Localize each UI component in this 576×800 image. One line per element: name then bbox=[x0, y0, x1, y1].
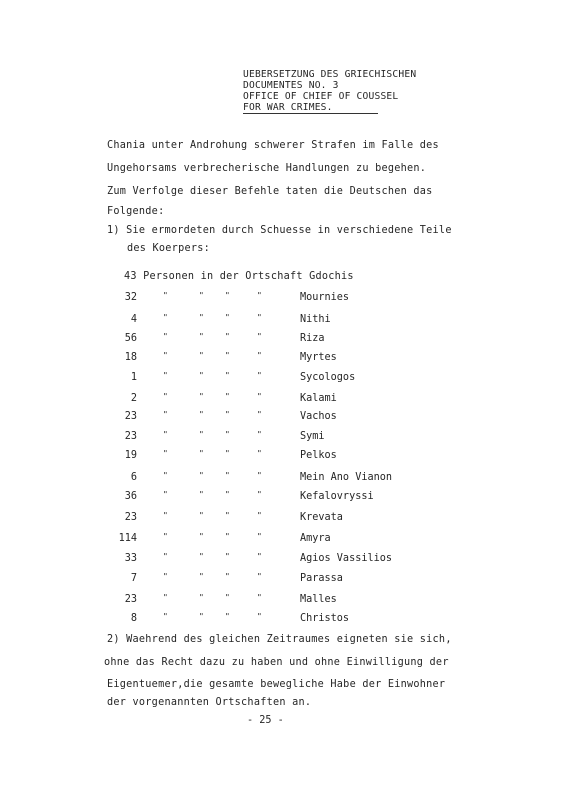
village-name: Mournies bbox=[300, 292, 350, 303]
ditto-mark: " bbox=[163, 490, 168, 499]
ditto-mark: " bbox=[225, 410, 230, 419]
ditto-mark: " bbox=[257, 593, 262, 602]
ditto-mark: " bbox=[257, 392, 262, 401]
body-line-6: des Koerpers: bbox=[127, 243, 210, 254]
village-name: Malles bbox=[300, 594, 337, 605]
victim-count: 23 bbox=[124, 431, 137, 442]
ditto-mark: " bbox=[257, 449, 262, 458]
closing-line-2: ohne das Recht dazu zu haben und ohne Einwilligung der bbox=[104, 657, 449, 668]
victims-list-row bbox=[0, 553, 576, 567]
ditto-mark: " bbox=[257, 291, 262, 300]
ditto-mark: " bbox=[257, 532, 262, 541]
village-name: Myrtes bbox=[300, 352, 337, 363]
victims-list-row bbox=[0, 411, 576, 425]
ditto-mark: " bbox=[199, 593, 204, 602]
ditto-mark: " bbox=[163, 291, 168, 300]
victim-count: 23 bbox=[124, 411, 137, 422]
village-name: Nithi bbox=[300, 314, 331, 325]
ditto-mark: " bbox=[199, 351, 204, 360]
village-name: Symi bbox=[300, 431, 325, 442]
ditto-mark: " bbox=[163, 332, 168, 341]
ditto-mark: " bbox=[163, 593, 168, 602]
ditto-mark: " bbox=[257, 572, 262, 581]
ditto-mark: " bbox=[257, 410, 262, 419]
village-name: Kefalovryssi bbox=[300, 491, 374, 502]
header-line-3: OFFICE OF CHIEF OF COUSSEL bbox=[243, 91, 399, 102]
header-line-4: FOR WAR CRIMES. bbox=[243, 102, 378, 114]
ditto-mark: " bbox=[163, 430, 168, 439]
ditto-mark: " bbox=[257, 332, 262, 341]
ditto-mark: " bbox=[199, 511, 204, 520]
body-line-1: Chania unter Androhung schwerer Strafen im Falle des bbox=[107, 140, 439, 151]
ditto-mark: " bbox=[199, 392, 204, 401]
victim-count: 56 bbox=[124, 333, 137, 344]
ditto-mark: " bbox=[257, 490, 262, 499]
victims-list-row bbox=[0, 372, 576, 386]
closing-line-3: Eigentuemer,die gesamte bewegliche Habe der Einwohner bbox=[107, 679, 446, 690]
ditto-mark: " bbox=[225, 351, 230, 360]
ditto-mark: " bbox=[199, 291, 204, 300]
ditto-mark: " bbox=[199, 332, 204, 341]
victims-list-row bbox=[0, 314, 576, 328]
ditto-mark: " bbox=[163, 572, 168, 581]
ditto-mark: " bbox=[225, 552, 230, 561]
victims-list-row bbox=[0, 573, 576, 587]
victims-list-row bbox=[0, 450, 576, 464]
ditto-mark: " bbox=[225, 291, 230, 300]
closing-line-4: der vorgenannten Ortschaften an. bbox=[107, 697, 312, 708]
ditto-mark: " bbox=[163, 532, 168, 541]
village-name: Amyra bbox=[300, 533, 331, 544]
victims-list-row bbox=[0, 512, 576, 526]
village-name: Christos bbox=[300, 613, 350, 624]
victims-list-row bbox=[0, 352, 576, 366]
village-name: Riza bbox=[300, 333, 325, 344]
ditto-mark: " bbox=[199, 430, 204, 439]
ditto-mark: " bbox=[163, 313, 168, 322]
victims-list-row bbox=[0, 333, 576, 347]
ditto-mark: " bbox=[225, 449, 230, 458]
body-line-4: Folgende: bbox=[107, 206, 165, 217]
village-name: Mein Ano Vianon bbox=[300, 472, 393, 483]
victim-count: 18 bbox=[124, 352, 137, 363]
ditto-mark: " bbox=[163, 410, 168, 419]
ditto-mark: " bbox=[257, 471, 262, 480]
victims-list-row bbox=[0, 613, 576, 627]
ditto-mark: " bbox=[163, 392, 168, 401]
ditto-mark: " bbox=[199, 612, 204, 621]
ditto-mark: " bbox=[199, 313, 204, 322]
first-entry-line: 43 Personen in der Ortschaft Gdochis bbox=[124, 271, 354, 282]
victims-list-row bbox=[0, 491, 576, 505]
village-name: Krevata bbox=[300, 512, 343, 523]
ditto-mark: " bbox=[257, 430, 262, 439]
victim-count: 4 bbox=[130, 314, 137, 325]
ditto-mark: " bbox=[163, 371, 168, 380]
ditto-mark: " bbox=[257, 511, 262, 520]
village-name: Sycologos bbox=[300, 372, 356, 383]
ditto-mark: " bbox=[257, 351, 262, 360]
ditto-mark: " bbox=[257, 313, 262, 322]
ditto-mark: " bbox=[199, 572, 204, 581]
victim-count: 1 bbox=[130, 372, 137, 383]
victim-count: 19 bbox=[124, 450, 137, 461]
village-name: Vachos bbox=[300, 411, 337, 422]
ditto-mark: " bbox=[199, 490, 204, 499]
victim-count: 8 bbox=[130, 613, 137, 624]
victims-list-row bbox=[0, 431, 576, 445]
ditto-mark: " bbox=[199, 371, 204, 380]
body-line-3: Zum Verfolge dieser Befehle taten die Deutschen das bbox=[107, 186, 433, 197]
ditto-mark: " bbox=[163, 351, 168, 360]
page-number: - 25 - bbox=[247, 715, 284, 726]
victim-count: 114 bbox=[118, 533, 137, 544]
ditto-mark: " bbox=[257, 552, 262, 561]
ditto-mark: " bbox=[199, 552, 204, 561]
victim-count: 2 bbox=[130, 393, 137, 404]
ditto-mark: " bbox=[199, 410, 204, 419]
ditto-mark: " bbox=[225, 332, 230, 341]
victim-count: 32 bbox=[124, 292, 137, 303]
ditto-mark: " bbox=[163, 552, 168, 561]
ditto-mark: " bbox=[225, 572, 230, 581]
document-header bbox=[243, 69, 416, 114]
victims-list-row bbox=[0, 533, 576, 547]
ditto-mark: " bbox=[225, 532, 230, 541]
ditto-mark: " bbox=[225, 490, 230, 499]
ditto-mark: " bbox=[199, 532, 204, 541]
village-name: Agios Vassilios bbox=[300, 553, 393, 564]
victim-count: 23 bbox=[124, 594, 137, 605]
victim-count: 7 bbox=[130, 573, 137, 584]
body-line-2: Ungehorsams verbrecherische Handlungen zu begehen. bbox=[107, 163, 427, 174]
ditto-mark: " bbox=[225, 371, 230, 380]
ditto-mark: " bbox=[257, 371, 262, 380]
victim-count: 23 bbox=[124, 512, 137, 523]
village-name: Pelkos bbox=[300, 450, 337, 461]
body-line-5: 1) Sie ermordeten durch Schuesse in verschiedene Teile bbox=[107, 225, 452, 236]
victims-list-row bbox=[0, 594, 576, 608]
ditto-mark: " bbox=[225, 430, 230, 439]
victim-count: 33 bbox=[124, 553, 137, 564]
victims-list-row bbox=[0, 292, 576, 306]
victims-list-row bbox=[0, 393, 576, 407]
ditto-mark: " bbox=[163, 511, 168, 520]
village-name: Kalami bbox=[300, 393, 337, 404]
header-line-1: UEBERSETZUNG DES GRIECHISCHEN bbox=[243, 69, 417, 80]
ditto-mark: " bbox=[163, 612, 168, 621]
victim-count: 6 bbox=[130, 472, 137, 483]
ditto-mark: " bbox=[225, 593, 230, 602]
ditto-mark: " bbox=[257, 612, 262, 621]
victims-list-row bbox=[0, 472, 576, 486]
ditto-mark: " bbox=[225, 313, 230, 322]
ditto-mark: " bbox=[163, 449, 168, 458]
header-line-2: DOCUMENTES NO. 3 bbox=[243, 80, 339, 91]
ditto-mark: " bbox=[225, 392, 230, 401]
ditto-mark: " bbox=[225, 511, 230, 520]
ditto-mark: " bbox=[199, 471, 204, 480]
ditto-mark: " bbox=[225, 471, 230, 480]
ditto-mark: " bbox=[225, 612, 230, 621]
village-name: Parassa bbox=[300, 573, 343, 584]
closing-line-1: 2) Waehrend des gleichen Zeitraumes eigneten sie sich, bbox=[107, 634, 452, 645]
ditto-mark: " bbox=[199, 449, 204, 458]
ditto-mark: " bbox=[163, 471, 168, 480]
victim-count: 36 bbox=[124, 491, 137, 502]
